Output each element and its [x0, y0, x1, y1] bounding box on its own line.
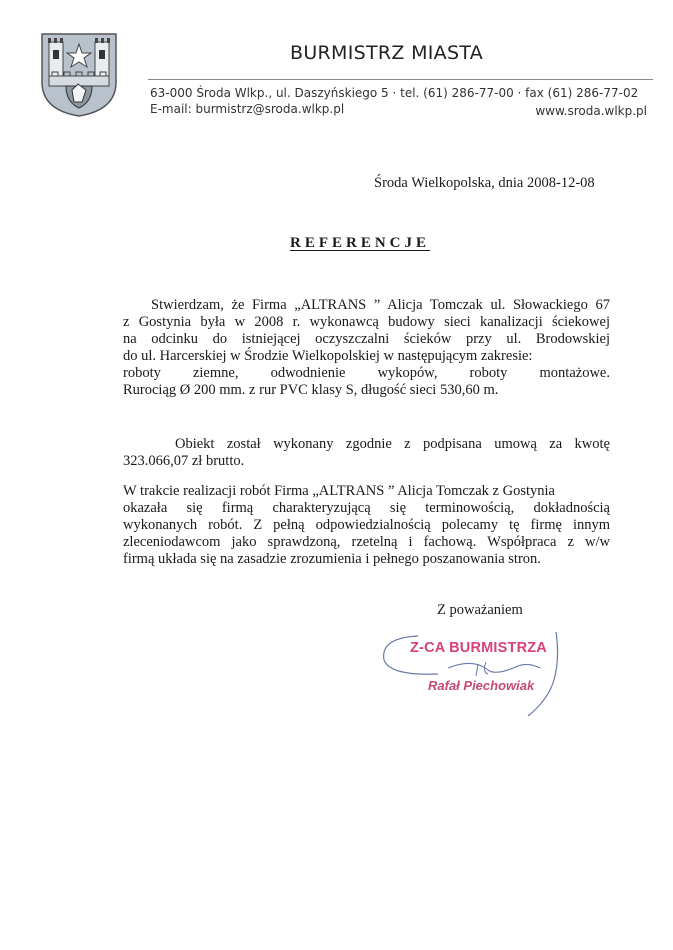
- org-title: BURMISTRZ MIASTA: [290, 42, 484, 64]
- address-line: 63-000 Środa Wlkp., ul. Daszyńskiego 5 · tel. (61) 286-77-00 · fax (61) 286-77-02: [150, 86, 639, 100]
- text-line: wykonanych robót. Z pełną odpowiedzialnością polecamy tę firmę innym: [123, 517, 610, 533]
- closing-salutation: Z poważaniem: [437, 602, 523, 618]
- text-line: Obiekt został wykonany zgodnie z podpisana umową za kwotę: [175, 436, 610, 452]
- letter-date: Środa Wielkopolska, dnia 2008-12-08: [374, 175, 595, 191]
- official-stamp: [378, 628, 578, 723]
- paragraph-recommendation: [123, 483, 610, 568]
- paragraph-amount: [123, 436, 610, 470]
- letter-heading: REFERENCJE: [290, 235, 431, 251]
- text-line: z Gostynia była w 2008 r. wykonawcą budowy sieci kanalizacji ściekowej: [123, 314, 610, 330]
- email-line: E-mail: burmistrz@sroda.wlkp.pl: [150, 102, 345, 116]
- text-line: roboty ziemne, odwodnienie wykopów, roboty montażowe.: [123, 365, 610, 381]
- text-line: firmą układa się na zasadzie zrozumienia i pełnego poszanowania stron.: [123, 551, 541, 567]
- text-line: 323.066,07 zł brutto.: [123, 453, 245, 469]
- text-line: zleceniodawcom jako sprawdzoną, rzetelną i fachową. Współpraca z w/w: [123, 534, 610, 550]
- city-coat-of-arms-icon: [40, 32, 118, 118]
- text-line: W trakcie realizacji robót Firma „ALTRANS ” Alicja Tomczak z Gostynia: [123, 483, 555, 499]
- text-line: okazała się firmą charakteryzującą się terminowością, dokładnością: [123, 500, 610, 516]
- website-link[interactable]: www.sroda.wlkp.pl: [535, 104, 647, 118]
- text-line: Stwierdzam, że Firma „ALTRANS ” Alicja Tomczak ul. Słowackiego 67: [151, 297, 610, 313]
- stamp-title: Z-CA BURMISTRZA: [410, 640, 547, 656]
- paragraph-scope: [123, 297, 610, 399]
- text-line: do ul. Harcerskiej w Środzie Wielkopolskiej w następującym zakresie:: [123, 348, 533, 364]
- text-line: Rurociąg Ø 200 mm. z rur PVC klasy S, długość sieci 530,60 m.: [123, 382, 499, 398]
- header-divider: [148, 79, 653, 80]
- stamp-name: Rafał Piechowiak: [428, 678, 535, 693]
- text-line: na odcinku do istniejącej oczyszczalni ścieków przy ul. Brodowskiej: [123, 331, 610, 347]
